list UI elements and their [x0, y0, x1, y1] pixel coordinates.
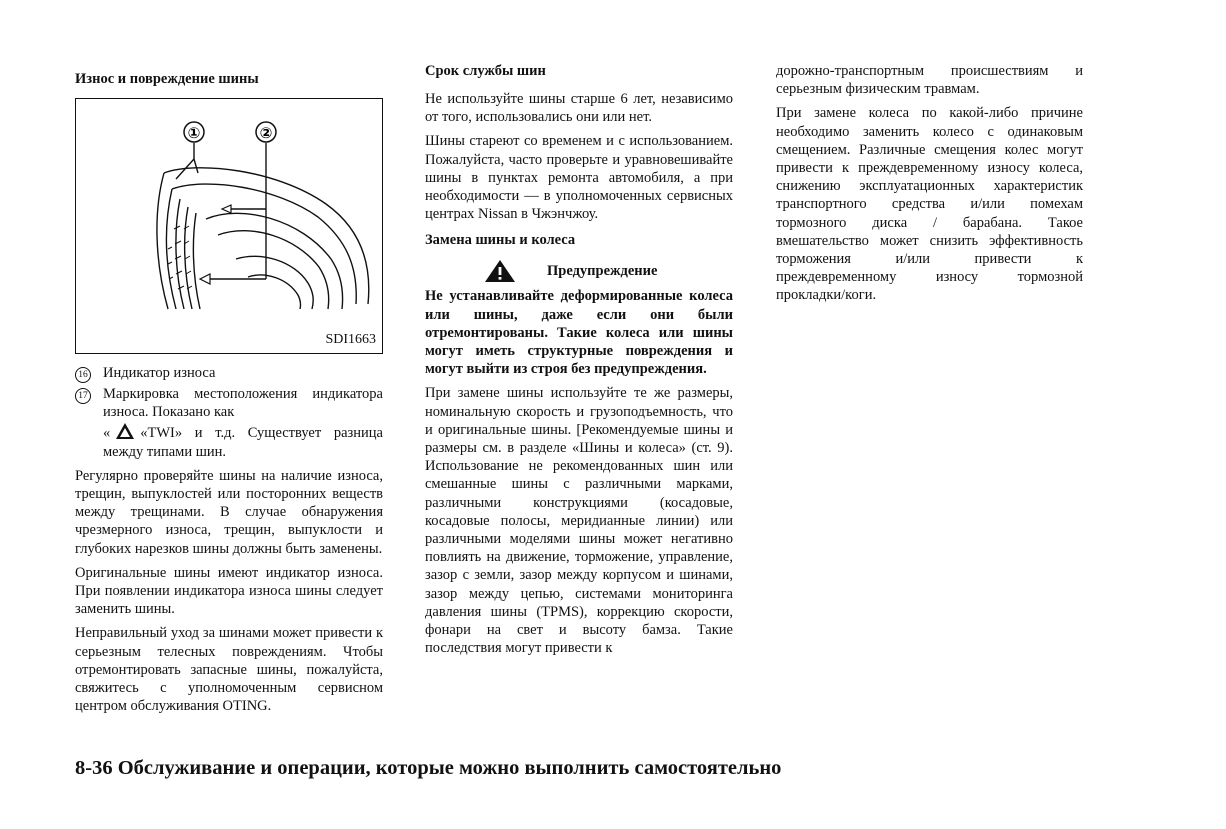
paragraph-original-tires: Оригинальные шины имеют индикатор износа. При появлении индикатора износа шины следует заменить шины. — [75, 564, 383, 618]
warning-icon — [483, 259, 517, 283]
tire-wear-figure — [75, 98, 383, 354]
warning-text: Не устанавливайте деформированные колеса или шины, даже если они были отремонтированы. Такие колеса или шины могут иметь структурные повреждения и могут выйти из строя без предупреждения. — [425, 288, 733, 378]
legend-number: 17 — [75, 388, 91, 404]
middle-column — [425, 62, 733, 663]
paragraph-tire-age: Не используйте шины старше 6 лет, независимо от того, использовались они или нет. — [425, 91, 733, 126]
figure-code: SDI1663 — [325, 331, 376, 347]
paragraph-improper-care: Неправильный уход за шинами может привести к серьезным телесных повреждениям. Чтобы отремонтировать запасные шины, пожалуйста, свяжитесь с уполномоченным сервисном центром обслуживания OTING. — [75, 625, 383, 715]
tire-illustration — [76, 99, 382, 353]
page-footer: 8-36 Обслуживание и операции, которые можно выполнить самостоятельно — [75, 757, 782, 779]
paragraph-inspect: Регулярно проверяйте шины на наличие износа, трещин, выпуклостей или посторонних веществ между трещинами. В случае обнаружения чрезмерного износа, трещин, выпуклости и глубоких нарезков шины должны быть заменены. — [75, 467, 383, 557]
twi-line — [75, 423, 383, 460]
legend-item-wear-indicator — [75, 364, 383, 383]
callout-2: ② — [259, 124, 273, 142]
right-column — [776, 62, 1083, 311]
legend-text: Индикатор износа — [103, 365, 216, 381]
warning-triangle-icon — [116, 423, 134, 439]
warning-title: Предупреждение — [547, 263, 658, 280]
paragraph-replacement-rules: При замене шины используйте те же размеры, номинальную скорость и грузоподъемность, что и оригинальные шины. [Рекомендуемые шины и размеры см. в разделе «Шины и колеса» (ст. 9). Использование не рекомендованных шин или смешанные шины с различными марками, различными конструкциями (косадовые, косадовые полосы, меридианные линии) или различными моделями шины может негативно повлиять на движение, торможение, управление, зазор с земли, зазор между корпусом и шинами, зазор между цепью, системами мониторинга давления шины (TPMS), коррекцию скорости, фонари на свет и высоту бамза. Такие последствия могут привести к — [425, 385, 733, 657]
section-heading-tire-life: Срок службы шин — [425, 63, 546, 79]
paragraph-wheel-offset: При замене колеса по какой-либо причине необходимо заменить колесо с одинаковым смещением. Различные смещения колес могут привести к преждевременному износу колеса, снижению эксплуатационных характеристик транспортного средства и/или помехам тормозного диска / барабана. Такое вмешательство может снизить эффективность торможения и/или привести к преждевременному износу тормозной прокладки/коги. — [776, 105, 1083, 304]
twi-prefix: « — [103, 425, 111, 442]
left-column — [75, 62, 383, 721]
twi-suffix: «TWI» и т.д. Существует разница между типами шин. — [103, 425, 383, 460]
legend-number: 16 — [75, 367, 91, 383]
paragraph-continuation: дорожно-транспортным происшествиям и серьезным физическим травмам. — [776, 63, 1083, 98]
section-heading-tire-wear: Износ и повреждение шины — [75, 71, 259, 87]
warning-header — [425, 259, 733, 283]
callout-1: ① — [187, 124, 201, 142]
section-heading-tire-replacement: Замена шины и колеса — [425, 232, 576, 249]
paragraph-tire-aging: Шины стареют со временем и с использованием. Пожалуйста, часто проверьте и уравновешивайте шины в пунктах ремонта автомобиля, а при необходимости — в уполномоченных сервисных центрах Nissan в Чжэнчжоу. — [425, 133, 733, 223]
legend-item-indicator-location — [75, 385, 383, 421]
legend-text: Маркировка местоположения индикатора износа. Показано как — [103, 386, 383, 421]
